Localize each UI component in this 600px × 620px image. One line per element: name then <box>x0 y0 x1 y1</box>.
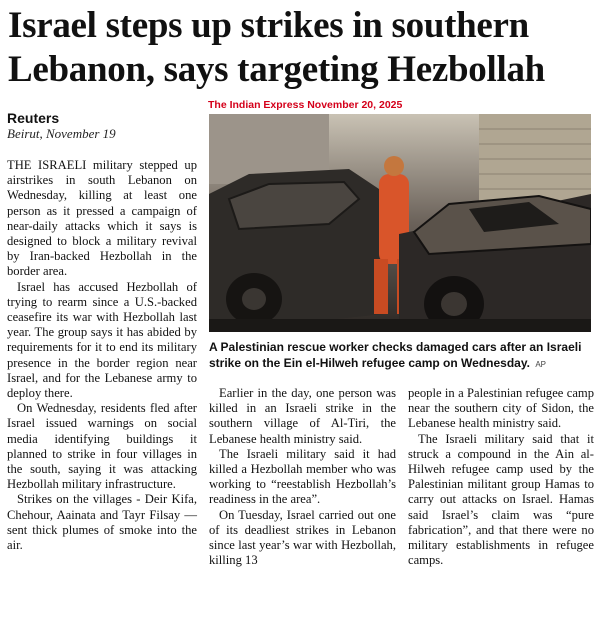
article-column-2 <box>209 386 396 568</box>
dateline: Beirut, November 19 <box>7 126 116 141</box>
caption-text: A Palestinian rescue worker checks damaged cars after an Israeli strike on the Ein el-Hilweh refugee camp on Wednesday. <box>209 340 582 370</box>
source-tag: The Indian Express November 20, 2025 <box>208 99 403 111</box>
paragraph: On Tuesday, Israel carried out one of its deadliest strikes in Lebanon since last year’s war with Hezbollah, killing 13 <box>209 507 396 568</box>
photo-credit: AP <box>535 359 546 369</box>
paragraph: Earlier in the day, one person was killed in an Israeli strike in the southern village of Al-Tiri, the Lebanese health ministry said. <box>209 386 396 446</box>
paragraph: On Wednesday, residents fled after Israel issued warnings on social media identifying buildings it planned to strike in four villages in the south, saying it was attacking Hezbollah military infrastructure. <box>7 401 197 492</box>
headline: Israel steps up strikes in southern Lebanon, says targeting Hezbollah <box>8 5 545 90</box>
photo-illustration <box>209 114 591 332</box>
paragraph: Israel has accused Hezbollah of trying to rearm since a U.S.-backed ceasefire its war with Hezbollah last year. The group says it has abided by requirements for it to end its military presence in the border region near Israel, and for the Lebanese army to deploy there. <box>7 279 197 401</box>
news-photo <box>209 114 591 332</box>
agency-byline: Reuters <box>7 110 60 126</box>
paragraph: The Israeli military said it had killed a Hezbollah member who was working to “reestablish Hezbollah’s readiness in the area”. <box>209 446 396 507</box>
paragraph: people in a Palestinian refugee camp near the southern city of Sidon, the Lebanese health ministry said. <box>408 386 594 431</box>
article-column-1 <box>7 158 197 553</box>
paragraph: The Israeli military said that it struck a compound in the Ain al-Hilweh refugee camp used by the Palestinian militant group Hamas to carry out attacks on Israel. Hamas said Israel’s claim was “pure fabrication”, and that there were no military establishments in refugee camps. <box>408 431 594 568</box>
photo-caption <box>209 340 594 372</box>
paragraph: Strikes on the villages - Deir Kifa, Chehour, Aainata and Tayr Filsay — sent thick plumes of smoke into the air. <box>7 492 197 553</box>
article-column-3 <box>408 386 594 568</box>
paragraph: THE ISRAELI military stepped up airstrikes in south Lebanon on Wednesday, killing at least one person as it pressed a campaign of near-daily attacks which it says is designed to block a military revival by Iran-backed Hezbollah in the border area. <box>7 158 197 279</box>
